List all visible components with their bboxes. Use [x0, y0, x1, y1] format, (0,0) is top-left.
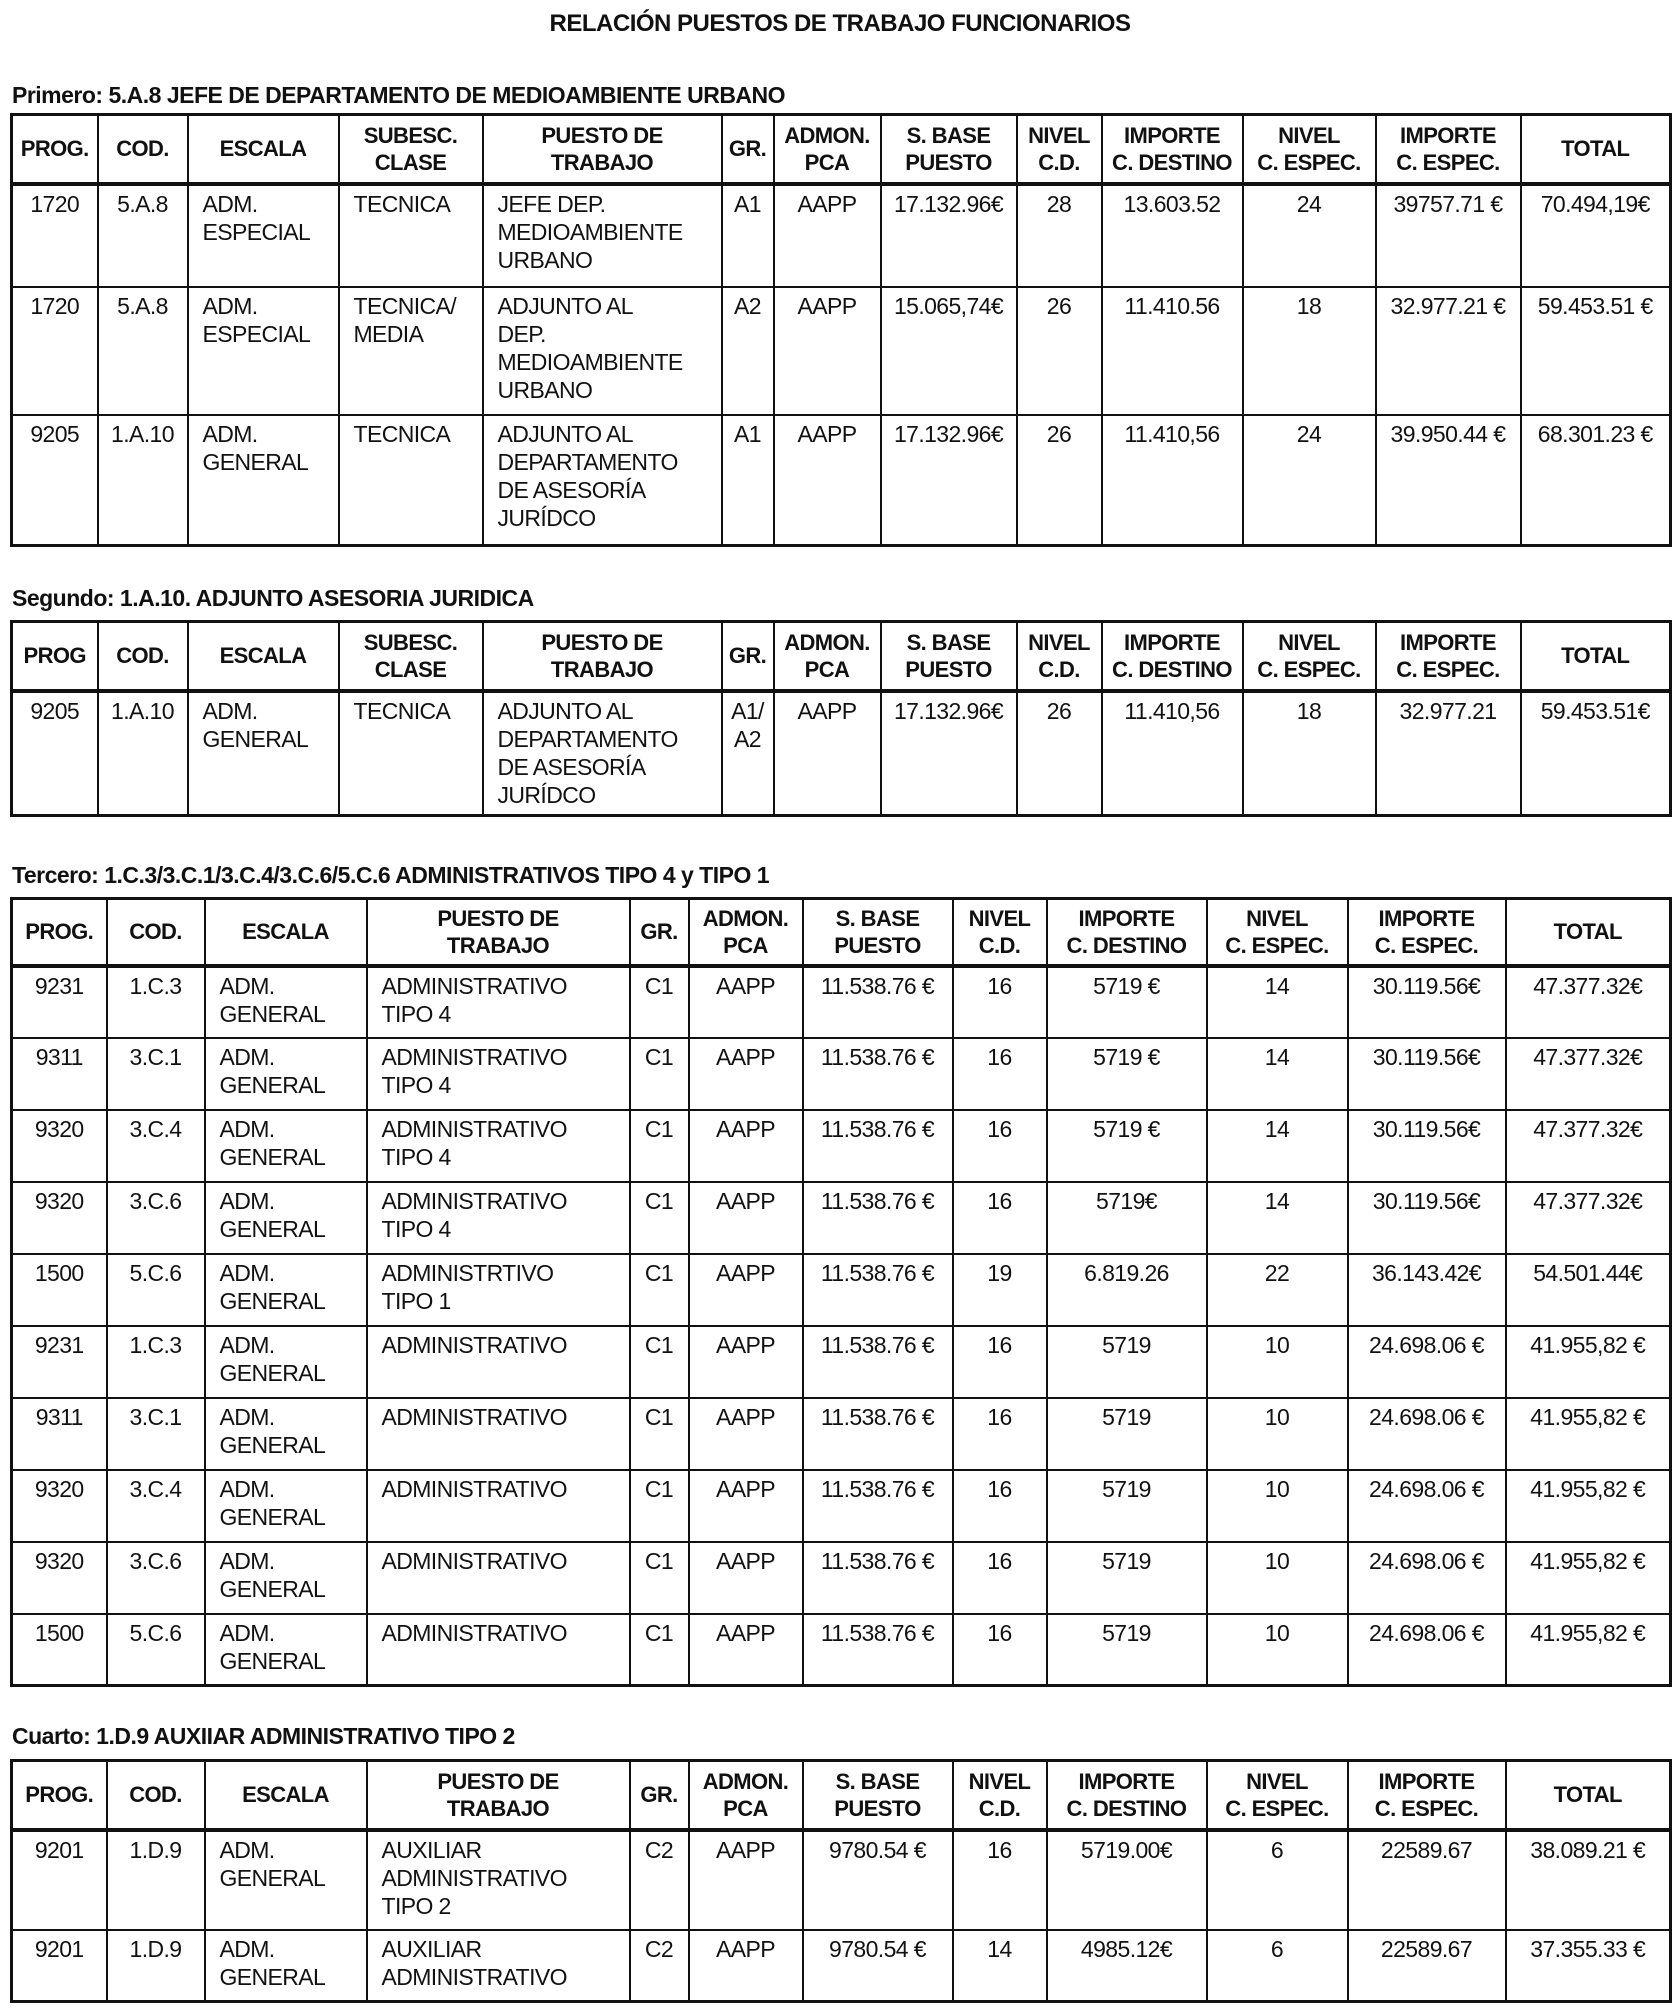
column-header: PROG — [12, 622, 98, 691]
column-header: S. BASE PUESTO — [803, 899, 953, 966]
table-cell: C1 — [630, 1038, 689, 1110]
table-cell: 10 — [1207, 1470, 1348, 1542]
table-cell: 9201 — [12, 1930, 107, 2002]
table-cell: 47.377.32€ — [1506, 1038, 1671, 1110]
table-cell: 30.119.56€ — [1348, 1182, 1506, 1254]
table-row — [12, 1110, 1671, 1182]
table-cell: ADMINISTRTIVO TIPO 1 — [367, 1254, 630, 1326]
table-cell: 11.410,56 — [1102, 415, 1243, 546]
table-cell: 9205 — [12, 691, 98, 816]
table-cell: 1.D.9 — [107, 1830, 205, 1930]
table-cell: 47.377.32€ — [1506, 1182, 1671, 1254]
table-cell: ADM. GENERAL — [205, 1254, 367, 1326]
table-cell: 36.143.42€ — [1348, 1254, 1506, 1326]
column-header: IMPORTE C. DESTINO — [1047, 1761, 1207, 1830]
table-cell: ADM. GENERAL — [205, 1326, 367, 1398]
table-cell: 16 — [953, 1470, 1047, 1542]
table-cell: 30.119.56€ — [1348, 966, 1506, 1038]
table-cell: AAPP — [689, 1182, 803, 1254]
table-cell: A1 — [722, 415, 774, 546]
table-cell: 16 — [953, 1182, 1047, 1254]
table-cell: 16 — [953, 1110, 1047, 1182]
column-header: ESCALA — [205, 1761, 367, 1830]
positions-table — [10, 1759, 1672, 2003]
column-header: GR. — [722, 622, 774, 691]
table-cell: 1500 — [12, 1614, 107, 1686]
table-row — [12, 1614, 1671, 1686]
table-cell: 3.C.4 — [107, 1110, 205, 1182]
table-cell: ADMINISTRATIVO — [367, 1398, 630, 1470]
table-cell: C1 — [630, 1326, 689, 1398]
table-cell: 1.C.3 — [107, 966, 205, 1038]
table-cell: 17.132.96€ — [881, 691, 1017, 816]
table-cell: 11.538.76 € — [803, 1110, 953, 1182]
table-cell: 47.377.32€ — [1506, 966, 1671, 1038]
column-header: PUESTO DE TRABAJO — [367, 899, 630, 966]
column-header: TOTAL — [1506, 899, 1671, 966]
table-cell: 59.453.51 € — [1521, 287, 1671, 415]
column-header: PUESTO DE TRABAJO — [367, 1761, 630, 1830]
table-cell: TECNICA — [339, 415, 483, 546]
column-header: COD. — [107, 1761, 205, 1830]
table-cell: 37.355.33 € — [1506, 1930, 1671, 2002]
column-header: IMPORTE C. ESPEC. — [1348, 1761, 1506, 1830]
column-header: GR. — [630, 899, 689, 966]
table-cell: 26 — [1017, 415, 1102, 546]
column-header: TOTAL — [1521, 115, 1671, 184]
column-header: NIVEL C.D. — [953, 1761, 1047, 1830]
table-cell: AAPP — [689, 1326, 803, 1398]
column-header: NIVEL C.D. — [1017, 115, 1102, 184]
section-heading: Cuarto: 1.D.9 AUXIIAR ADMINISTRATIVO TIPO 2 — [12, 1723, 515, 1749]
table-cell: 1.A.10 — [98, 415, 188, 546]
table-cell: 5719 — [1047, 1614, 1207, 1686]
table-cell: 11.538.76 € — [803, 1038, 953, 1110]
table-cell: 10 — [1207, 1614, 1348, 1686]
table-cell: 5719 € — [1047, 1110, 1207, 1182]
table-cell: 11.538.76 € — [803, 1326, 953, 1398]
table-cell: 6 — [1207, 1830, 1348, 1930]
column-header: COD. — [98, 622, 188, 691]
table-cell: 14 — [1207, 966, 1348, 1038]
table-cell: 3.C.6 — [107, 1182, 205, 1254]
table-cell: 39.950.44 € — [1376, 415, 1521, 546]
table-cell: 10 — [1207, 1398, 1348, 1470]
table-cell: 24.698.06 € — [1348, 1398, 1506, 1470]
table-cell: 9311 — [12, 1398, 107, 1470]
table-cell: 3.C.4 — [107, 1470, 205, 1542]
table-cell: C1 — [630, 1254, 689, 1326]
table-cell: C2 — [630, 1830, 689, 1930]
table-cell: ADM. GENERAL — [205, 1830, 367, 1930]
table-cell: 70.494,19€ — [1521, 184, 1671, 287]
table-cell: 9320 — [12, 1110, 107, 1182]
table-cell: 39757.71 € — [1376, 184, 1521, 287]
table-cell: AAPP — [689, 1830, 803, 1930]
table-cell: C1 — [630, 1110, 689, 1182]
table-cell: ADMINISTRATIVO — [367, 1614, 630, 1686]
column-header: NIVEL C. ESPEC. — [1207, 899, 1348, 966]
table-cell: 32.977.21 € — [1376, 287, 1521, 415]
column-header: TOTAL — [1506, 1761, 1671, 1830]
column-header: IMPORTE C. ESPEC. — [1348, 899, 1506, 966]
table-cell: 5.C.6 — [107, 1614, 205, 1686]
column-header: GR. — [630, 1761, 689, 1830]
table-cell: ADMINISTRATIVO TIPO 4 — [367, 966, 630, 1038]
table-cell: C1 — [630, 1182, 689, 1254]
table-cell: 5719 — [1047, 1470, 1207, 1542]
positions-table — [10, 620, 1672, 817]
table-cell: 4985.12€ — [1047, 1930, 1207, 2002]
table-cell: C1 — [630, 1542, 689, 1614]
table-cell: 32.977.21 — [1376, 691, 1521, 816]
table-cell: C2 — [630, 1930, 689, 2002]
table-cell: 41.955,82 € — [1506, 1614, 1671, 1686]
table-cell: 16 — [953, 1614, 1047, 1686]
table-cell: 16 — [953, 966, 1047, 1038]
table-cell: 14 — [1207, 1182, 1348, 1254]
table-cell: 5.A.8 — [98, 287, 188, 415]
table-cell: 11.410,56 — [1102, 691, 1243, 816]
table-cell: ADM. GENERAL — [205, 1614, 367, 1686]
table-cell: 28 — [1017, 184, 1102, 287]
table-cell: 5719 € — [1047, 966, 1207, 1038]
table-cell: 5719 — [1047, 1398, 1207, 1470]
table-cell: 1500 — [12, 1254, 107, 1326]
column-header: PROG. — [12, 115, 98, 184]
table-cell: 68.301.23 € — [1521, 415, 1671, 546]
table-cell: 16 — [953, 1830, 1047, 1930]
column-header: IMPORTE C. ESPEC. — [1376, 115, 1521, 184]
table-row — [12, 1930, 1671, 2002]
table-row — [12, 1254, 1671, 1326]
table-cell: 1.A.10 — [98, 691, 188, 816]
table-cell: 3.C.1 — [107, 1038, 205, 1110]
table-cell: 11.538.76 € — [803, 1614, 953, 1686]
table-cell: 18 — [1243, 287, 1376, 415]
table-cell: ADMINISTRATIVO — [367, 1326, 630, 1398]
table-cell: ADM. GENERAL — [205, 1398, 367, 1470]
table-cell: 41.955,82 € — [1506, 1470, 1671, 1542]
column-header: GR. — [722, 115, 774, 184]
table-cell: 41.955,82 € — [1506, 1542, 1671, 1614]
table-cell: 17.132.96€ — [881, 415, 1017, 546]
table-cell: 3.C.6 — [107, 1542, 205, 1614]
table-cell: 16 — [953, 1326, 1047, 1398]
table-cell: 24.698.06 € — [1348, 1470, 1506, 1542]
table-cell: 11.538.76 € — [803, 1542, 953, 1614]
table-cell: 59.453.51€ — [1521, 691, 1671, 816]
table-cell: A2 — [722, 287, 774, 415]
table-cell: 1720 — [12, 287, 98, 415]
table-cell: AAPP — [774, 691, 881, 816]
table-cell: 22589.67 — [1348, 1830, 1506, 1930]
table-cell: AAPP — [689, 966, 803, 1038]
table-cell: ADM. GENERAL — [205, 1038, 367, 1110]
table-cell: 5719 — [1047, 1326, 1207, 1398]
table-cell: 1.D.9 — [107, 1930, 205, 2002]
table-cell: AAPP — [774, 184, 881, 287]
column-header: PROG. — [12, 899, 107, 966]
table-cell: AAPP — [774, 415, 881, 546]
table-row — [12, 966, 1671, 1038]
table-header-row — [12, 115, 1671, 184]
table-cell: 41.955,82 € — [1506, 1398, 1671, 1470]
column-header: ESCALA — [188, 115, 339, 184]
table-cell: 16 — [953, 1542, 1047, 1614]
column-header: PUESTO DE TRABAJO — [483, 622, 722, 691]
table-cell: TECNICA — [339, 691, 483, 816]
table-cell: 11.538.76 € — [803, 1398, 953, 1470]
table-cell: 16 — [953, 1398, 1047, 1470]
table-row — [12, 691, 1671, 816]
table-cell: ADM. ESPECIAL — [188, 287, 339, 415]
table-cell: AAPP — [689, 1614, 803, 1686]
table-cell: ADM. ESPECIAL — [188, 184, 339, 287]
table-cell: 19 — [953, 1254, 1047, 1326]
table-cell: 26 — [1017, 691, 1102, 816]
table-cell: 9205 — [12, 415, 98, 546]
table-cell: 41.955,82 € — [1506, 1326, 1671, 1398]
table-cell: 9231 — [12, 966, 107, 1038]
column-header: ESCALA — [205, 899, 367, 966]
column-header: NIVEL C.D. — [1017, 622, 1102, 691]
table-cell: 24 — [1243, 415, 1376, 546]
table-cell: 15.065,74€ — [881, 287, 1017, 415]
table-cell: 38.089.21 € — [1506, 1830, 1671, 1930]
table-cell: AAPP — [689, 1930, 803, 2002]
table-cell: 5.C.6 — [107, 1254, 205, 1326]
table-cell: 26 — [1017, 287, 1102, 415]
column-header: NIVEL C. ESPEC. — [1243, 622, 1376, 691]
table-cell: 9231 — [12, 1326, 107, 1398]
column-header: COD. — [107, 899, 205, 966]
table-cell: 10 — [1207, 1326, 1348, 1398]
table-row — [12, 1038, 1671, 1110]
table-row — [12, 1398, 1671, 1470]
table-cell: AUXILIAR ADMINISTRATIVO — [367, 1930, 630, 2002]
table-cell: ADM. GENERAL — [205, 1182, 367, 1254]
table-cell: 11.538.76 € — [803, 966, 953, 1038]
table-cell: 5719 — [1047, 1542, 1207, 1614]
table-cell: 9780.54 € — [803, 1830, 953, 1930]
table-cell: ADM. GENERAL — [205, 1930, 367, 2002]
table-cell: 54.501.44€ — [1506, 1254, 1671, 1326]
column-header: NIVEL C.D. — [953, 899, 1047, 966]
table-cell: 17.132.96€ — [881, 184, 1017, 287]
table-cell: 9320 — [12, 1182, 107, 1254]
table-cell: A1/ A2 — [722, 691, 774, 816]
table-cell: AAPP — [689, 1470, 803, 1542]
table-cell: 11.538.76 € — [803, 1470, 953, 1542]
table-cell: 24.698.06 € — [1348, 1614, 1506, 1686]
table-cell: 1.C.3 — [107, 1326, 205, 1398]
table-cell: 13.603.52 — [1102, 184, 1243, 287]
table-cell: 11.410.56 — [1102, 287, 1243, 415]
table-cell: 47.377.32€ — [1506, 1110, 1671, 1182]
table-cell: 24 — [1243, 184, 1376, 287]
table-cell: A1 — [722, 184, 774, 287]
table-cell: 6.819.26 — [1047, 1254, 1207, 1326]
column-header: ADMON. PCA — [689, 1761, 803, 1830]
table-cell: ADM. GENERAL — [188, 691, 339, 816]
table-cell: ADM. GENERAL — [205, 966, 367, 1038]
table-cell: AUXILIAR ADMINISTRATIVO TIPO 2 — [367, 1830, 630, 1930]
table-cell: ADJUNTO AL DEP. MEDIOAMBIENTE URBANO — [483, 287, 722, 415]
table-cell: ADMINISTRATIVO — [367, 1470, 630, 1542]
column-header: SUBESC. CLASE — [339, 622, 483, 691]
table-cell: ADMINISTRATIVO TIPO 4 — [367, 1038, 630, 1110]
column-header: NIVEL C. ESPEC. — [1207, 1761, 1348, 1830]
table-cell: AAPP — [689, 1038, 803, 1110]
table-cell: 24.698.06 € — [1348, 1326, 1506, 1398]
table-cell: AAPP — [689, 1542, 803, 1614]
column-header: ADMON. PCA — [689, 899, 803, 966]
column-header: S. BASE PUESTO — [881, 622, 1017, 691]
table-cell: AAPP — [689, 1110, 803, 1182]
column-header: ADMON. PCA — [774, 115, 881, 184]
table-cell: 14 — [1207, 1038, 1348, 1110]
table-cell: 10 — [1207, 1542, 1348, 1614]
table-row — [12, 287, 1671, 415]
table-row — [12, 184, 1671, 287]
table-cell: ADM. GENERAL — [188, 415, 339, 546]
column-header: SUBESC. CLASE — [339, 115, 483, 184]
column-header: COD. — [98, 115, 188, 184]
table-cell: 14 — [1207, 1110, 1348, 1182]
table-cell: 22 — [1207, 1254, 1348, 1326]
table-row — [12, 1830, 1671, 1930]
table-cell: 11.538.76 € — [803, 1182, 953, 1254]
table-cell: 11.538.76 € — [803, 1254, 953, 1326]
table-row — [12, 1470, 1671, 1542]
table-cell: 5719 € — [1047, 1038, 1207, 1110]
table-header-row — [12, 622, 1671, 691]
column-header: TOTAL — [1521, 622, 1671, 691]
table-cell: ADM. GENERAL — [205, 1470, 367, 1542]
table-cell: 9311 — [12, 1038, 107, 1110]
table-cell: 6 — [1207, 1930, 1348, 2002]
table-cell: 5719.00€ — [1047, 1830, 1207, 1930]
table-cell: ADMINISTRATIVO TIPO 4 — [367, 1182, 630, 1254]
column-header: S. BASE PUESTO — [881, 115, 1017, 184]
table-header-row — [12, 1761, 1671, 1830]
table-cell: TECNICA — [339, 184, 483, 287]
table-header-row — [12, 899, 1671, 966]
table-cell: ADMINISTRATIVO TIPO 4 — [367, 1110, 630, 1182]
table-row — [12, 1182, 1671, 1254]
table-cell: 14 — [953, 1930, 1047, 2002]
table-cell: 3.C.1 — [107, 1398, 205, 1470]
table-cell: 22589.67 — [1348, 1930, 1506, 2002]
table-row — [12, 415, 1671, 546]
table-cell: 9780.54 € — [803, 1930, 953, 2002]
table-cell: 24.698.06 € — [1348, 1542, 1506, 1614]
table-cell: ADMINISTRATIVO — [367, 1542, 630, 1614]
table-cell: 1720 — [12, 184, 98, 287]
table-cell: C1 — [630, 1398, 689, 1470]
table-cell: 30.119.56€ — [1348, 1110, 1506, 1182]
table-cell: 18 — [1243, 691, 1376, 816]
column-header: PUESTO DE TRABAJO — [483, 115, 722, 184]
table-cell: C1 — [630, 1614, 689, 1686]
column-header: ADMON. PCA — [774, 622, 881, 691]
column-header: S. BASE PUESTO — [803, 1761, 953, 1830]
table-cell: 16 — [953, 1038, 1047, 1110]
table-cell: 9320 — [12, 1470, 107, 1542]
column-header: IMPORTE C. DESTINO — [1102, 622, 1243, 691]
column-header: IMPORTE C. DESTINO — [1047, 899, 1207, 966]
positions-table — [10, 113, 1672, 547]
table-cell: 9320 — [12, 1542, 107, 1614]
table-cell: AAPP — [774, 287, 881, 415]
table-cell: C1 — [630, 966, 689, 1038]
table-cell: 5719€ — [1047, 1182, 1207, 1254]
column-header: NIVEL C. ESPEC. — [1243, 115, 1376, 184]
table-cell: JEFE DEP. MEDIOAMBIENTE URBANO — [483, 184, 722, 287]
table-cell: 30.119.56€ — [1348, 1038, 1506, 1110]
table-cell: C1 — [630, 1470, 689, 1542]
column-header: ESCALA — [188, 622, 339, 691]
positions-table — [10, 897, 1672, 1687]
table-cell: ADM. GENERAL — [205, 1542, 367, 1614]
document-title: RELACIÓN PUESTOS DE TRABAJO FUNCIONARIOS — [549, 10, 1131, 37]
section-heading: Segundo: 1.A.10. ADJUNTO ASESORIA JURIDICA — [12, 585, 534, 611]
table-cell: AAPP — [689, 1398, 803, 1470]
table-cell: TECNICA/ MEDIA — [339, 287, 483, 415]
section-heading: Primero: 5.A.8 JEFE DE DEPARTAMENTO DE MEDIOAMBIENTE URBANO — [12, 82, 786, 108]
column-header: PROG. — [12, 1761, 107, 1830]
table-cell: AAPP — [689, 1254, 803, 1326]
table-cell: ADM. GENERAL — [205, 1110, 367, 1182]
table-row — [12, 1542, 1671, 1614]
table-cell: ADJUNTO AL DEPARTAMENTO DE ASESORÍA JURÍDCO — [483, 691, 722, 816]
table-cell: ADJUNTO AL DEPARTAMENTO DE ASESORÍA JURÍDCO — [483, 415, 722, 546]
column-header: IMPORTE C. ESPEC. — [1376, 622, 1521, 691]
column-header: IMPORTE C. DESTINO — [1102, 115, 1243, 184]
table-cell: 9201 — [12, 1830, 107, 1930]
table-row — [12, 1326, 1671, 1398]
table-cell: 5.A.8 — [98, 184, 188, 287]
section-heading: Tercero: 1.C.3/3.C.1/3.C.4/3.C.6/5.C.6 ADMINISTRATIVOS TIPO 4 y TIPO 1 — [12, 862, 770, 888]
